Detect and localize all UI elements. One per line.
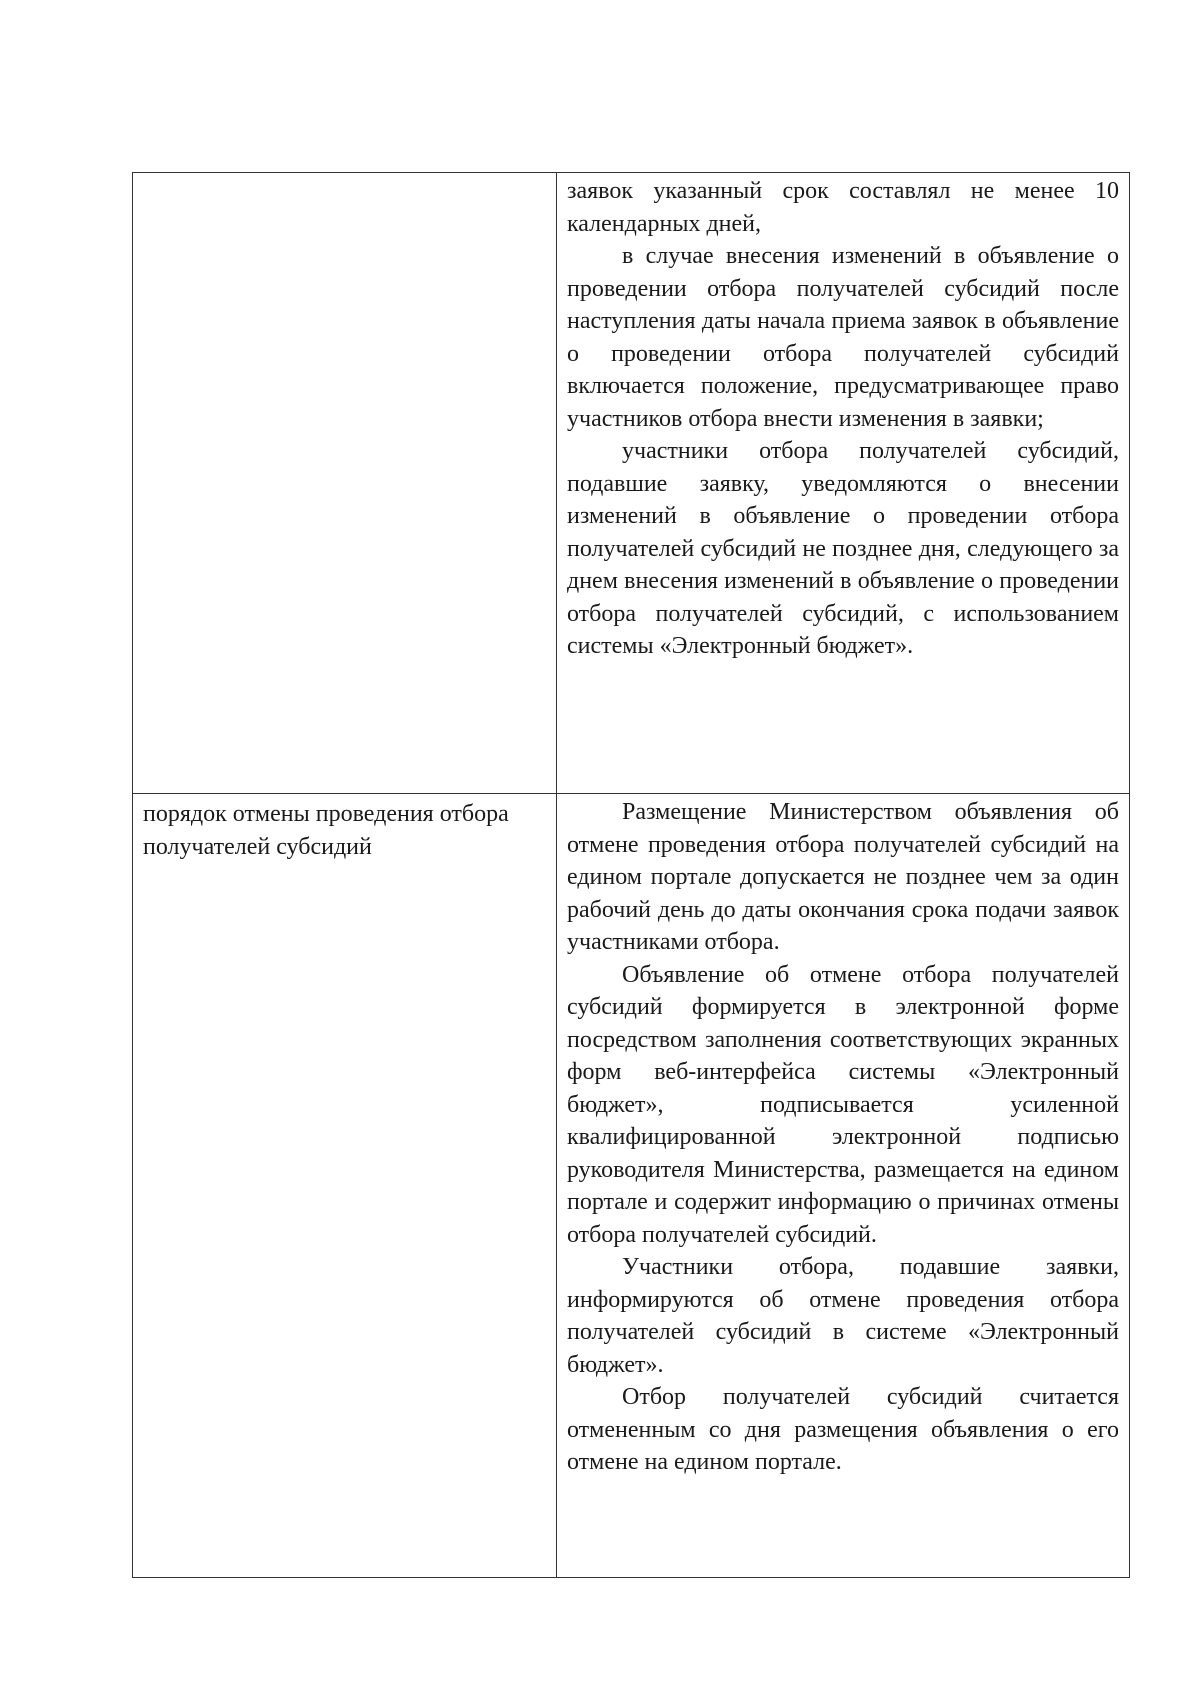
row-content bbox=[557, 794, 1129, 1479]
row-content bbox=[557, 173, 1129, 663]
paragraph: в случае внесения изменений в объявление о проведении отбора получателей субсидий после наступления даты начала приема заявок в объявление о проведении отбора получателей субсидий включается положение, предусматривающее право участников отбора внести изменения в заявки; bbox=[567, 243, 1119, 432]
paragraph: Объявление об отмене отбора получателей субсидий формируется в электронной форме посредством заполнения соответствующих экранных форм веб-интерфейса системы «Электронный бюджет», подписывается усиленной квалифицированной электронной подписью руководителя Министерства, размещается на едином портале и содержит информацию о причинах отмены отбора получателей субсидий. bbox=[567, 961, 1119, 1248]
row-content-cell bbox=[557, 794, 1130, 1578]
paragraph: Размещение Министерством объявления об отмене проведения отбора получателей субсидий на едином портале допускается не позднее чем за один рабочий день до даты окончания срока подачи заявок участниками отбора. bbox=[567, 799, 1119, 955]
paragraph: участники отбора получателей субсидий, подавшие заявку, уведомляются о внесении изменений в объявление о проведении отбора получателей субсидий не позднее дня, следующего за днем внесения изменений в объявление о проведении отбора получателей субсидий, с использованием системы «Электронный бюджет». bbox=[567, 438, 1119, 659]
paragraph: Участники отбора, подавшие заявки, информируются об отмене проведения отбора получателей субсидий в системе «Электронный бюджет». bbox=[567, 1254, 1119, 1378]
paragraph: заявок указанный срок составлял не менее 10 календарных дней, bbox=[567, 178, 1119, 237]
row-label: порядок отмены проведения отбора получателей субсидий bbox=[143, 801, 509, 860]
row-content-cell bbox=[557, 173, 1130, 794]
row-label-cell bbox=[133, 794, 557, 1578]
document-table bbox=[132, 172, 1130, 1578]
table-row bbox=[133, 173, 1130, 794]
row-label-cell bbox=[133, 173, 557, 794]
row-label bbox=[133, 173, 556, 177]
paragraph: Отбор получателей субсидий считается отмененным со дня размещения объявления о его отмене на едином портале. bbox=[567, 1384, 1119, 1475]
table-row bbox=[133, 794, 1130, 1578]
